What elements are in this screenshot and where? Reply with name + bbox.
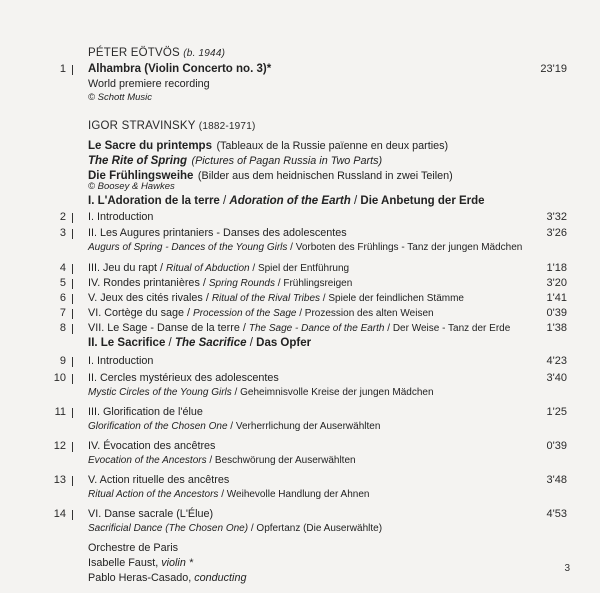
track-title-de: / Opfertanz (Die Auserwählte) xyxy=(248,523,383,534)
credit-soloist xyxy=(88,557,193,569)
track-title-en: Mystic Circles of the Young Girls xyxy=(88,387,232,398)
track-title-de: / Frühlingsreigen xyxy=(275,278,353,289)
track-separator xyxy=(72,279,73,289)
track-translations xyxy=(88,455,356,466)
track-title-en: Ritual of the Rival Tribes xyxy=(211,293,321,304)
track-title-fr: III. Jeu du rapt / xyxy=(88,262,167,274)
track-duration: 0'39 xyxy=(546,440,567,452)
track-title xyxy=(88,277,352,289)
part-title-de: Die Anbetung der Erde xyxy=(360,195,485,207)
track-separator xyxy=(72,510,73,520)
track-duration: 23'19 xyxy=(540,63,567,75)
soloist-name: Isabelle Faust, xyxy=(88,557,162,569)
track-title-en: The Sage - Dance of the Earth xyxy=(248,323,385,334)
track-number: 4 xyxy=(59,262,66,274)
track-number: 9 xyxy=(59,355,66,367)
track-duration: 3'32 xyxy=(546,211,567,223)
track-title xyxy=(88,292,464,304)
track-separator xyxy=(72,294,73,304)
track-title-de: / Spiele der feindlichen Stämme xyxy=(320,293,464,304)
track-title: V. Action rituelle des ancêtres xyxy=(88,474,230,486)
track-title-de: / Vorboten des Frühlings - Tanz der jungen Mädchen xyxy=(287,242,523,253)
track-number: 13 xyxy=(53,474,66,486)
track-number: 3 xyxy=(59,227,66,239)
track-number: 2 xyxy=(59,211,66,223)
credit-orchestra: Orchestre de Paris xyxy=(88,542,179,554)
track-duration: 4'23 xyxy=(546,355,567,367)
track-row xyxy=(0,211,600,225)
track-number: 10 xyxy=(53,372,66,384)
track-number: 5 xyxy=(59,277,66,289)
track-title-de: / Beschwörung der Auserwählten xyxy=(206,455,356,466)
track-row xyxy=(0,262,600,276)
track-separator xyxy=(72,65,73,75)
track-duration: 0'39 xyxy=(546,307,567,319)
track-row xyxy=(0,322,600,336)
track-separator xyxy=(72,442,73,452)
track-row xyxy=(0,63,600,77)
track-duration: 3'48 xyxy=(546,474,567,486)
publisher-credit: © Schott Music xyxy=(88,92,153,103)
track-translations xyxy=(88,387,434,398)
track-title-fr: IV. Rondes printanières / xyxy=(88,277,209,289)
track-title xyxy=(88,307,434,319)
track-row xyxy=(0,227,600,241)
publisher-credit: © Boosey & Hawkes xyxy=(88,181,175,192)
track-title: IV. Évocation des ancêtres xyxy=(88,440,216,452)
track-number: 7 xyxy=(59,307,66,319)
track-row xyxy=(0,474,600,488)
work-subtitle: (Bilder aus dem heidnischen Russland in zwei Teilen) xyxy=(197,170,453,182)
composer-eotvos xyxy=(88,47,225,59)
track-row xyxy=(0,355,600,369)
soloist-role: violin * xyxy=(161,557,194,569)
track-title-en: Glorification of the Chosen One xyxy=(88,421,228,432)
track-row xyxy=(0,406,600,420)
track-title-fr: VI. Cortège du sage / xyxy=(88,307,194,319)
part-title-fr: I. L'Adoration de la terre xyxy=(88,195,220,207)
track-translations xyxy=(88,523,382,534)
composer-stravinsky xyxy=(88,120,255,132)
conductor-role: conducting xyxy=(194,572,247,584)
part-title-en: Adoration of the Earth xyxy=(229,195,351,207)
track-title-en: Procession of the Sage xyxy=(193,308,297,319)
work-subtitle: (Tableaux de la Russie païenne en deux parties) xyxy=(216,140,449,152)
track-title: VI. Danse sacrale (L'Élue) xyxy=(88,508,214,520)
work-title: The Rite of Spring xyxy=(88,155,188,167)
part-separator: / xyxy=(165,337,175,349)
track-title-de: / Spiel der Entführung xyxy=(249,263,350,274)
track-duration: 4'53 xyxy=(546,508,567,520)
part-title-de: Das Opfer xyxy=(256,337,312,349)
track-number: 14 xyxy=(53,508,66,520)
page-number: 3 xyxy=(564,563,570,574)
track-duration: 1'18 xyxy=(546,262,567,274)
track-title-de: / Geheimnisvolle Kreise der jungen Mädchen xyxy=(231,387,434,398)
track-row xyxy=(0,372,600,386)
track-title-de: / Der Weise - Tanz der Erde xyxy=(384,323,511,334)
track-number: 8 xyxy=(59,322,66,334)
track-title-de: / Weihevolle Handlung der Ahnen xyxy=(218,489,370,500)
credit-conductor xyxy=(88,572,246,584)
part-heading-1 xyxy=(88,195,485,207)
track-separator xyxy=(72,324,73,334)
part-separator: / xyxy=(246,337,257,349)
track-title-en: Evocation of the Ancestors xyxy=(88,455,207,466)
track-title: III. Glorification de l'élue xyxy=(88,406,203,418)
part-separator: / xyxy=(219,195,230,207)
composer-name: PÉTER EÖTVÖS xyxy=(88,47,180,59)
track-title: I. Introduction xyxy=(88,355,154,367)
track-separator xyxy=(72,229,73,239)
track-title-fr: VII. Le Sage - Danse de la terre / xyxy=(88,322,249,334)
track-separator xyxy=(72,476,73,486)
part-title-fr: II. Le Sacrifice xyxy=(88,337,166,349)
track-title-en: Sacrificial Dance (The Chosen One) xyxy=(88,523,249,534)
track-duration: 1'41 xyxy=(546,292,567,304)
track-number: 6 xyxy=(59,292,66,304)
track-title: I. Introduction xyxy=(88,211,154,223)
track-duration: 1'38 xyxy=(546,322,567,334)
track-title xyxy=(88,322,510,334)
track-row xyxy=(0,292,600,306)
track-title-de: / Prozession des alten Weisen xyxy=(296,308,434,319)
work-title: Le Sacre du printemps xyxy=(88,140,212,152)
track-title-en: Ritual of Abduction xyxy=(166,263,250,274)
track-separator xyxy=(72,357,73,367)
composer-dates: (b. 1944) xyxy=(183,48,226,59)
track-separator xyxy=(72,374,73,384)
track-title: Alhambra (Violin Concerto no. 3)* xyxy=(88,63,272,75)
track-duration: 3'40 xyxy=(546,372,567,384)
track-number: 11 xyxy=(54,406,66,418)
track-separator xyxy=(72,213,73,223)
track-duration: 3'26 xyxy=(546,227,567,239)
track-title: II. Cercles mystérieux des adolescentes xyxy=(88,372,279,384)
track-translations xyxy=(88,242,522,253)
work-subtitle: (Pictures of Pagan Russia in Two Parts) xyxy=(191,155,383,167)
part-separator: / xyxy=(350,195,361,207)
track-separator xyxy=(72,309,73,319)
track-separator xyxy=(72,408,73,418)
conductor-name: Pablo Heras-Casado, xyxy=(88,572,195,584)
track-title xyxy=(88,262,349,274)
composer-name: IGOR STRAVINSKY xyxy=(88,120,196,132)
composer-dates: (1882-1971) xyxy=(198,121,256,132)
track-row xyxy=(0,307,600,321)
track-row xyxy=(0,440,600,454)
track-title: II. Les Augures printaniers - Danses des adolescentes xyxy=(88,227,347,239)
track-number: 12 xyxy=(53,440,66,452)
track-title-en: Ritual Action of the Ancestors xyxy=(88,489,219,500)
track-title-fr: V. Jeux des cités rivales / xyxy=(88,292,212,304)
part-heading-2 xyxy=(88,337,311,349)
track-title-en: Augurs of Spring - Dances of the Young Girls xyxy=(88,242,288,253)
track-number: 1 xyxy=(59,63,66,75)
track-duration: 1'25 xyxy=(546,406,567,418)
track-row xyxy=(0,508,600,522)
track-translations xyxy=(88,421,380,432)
track-row xyxy=(0,277,600,291)
track-duration: 3'20 xyxy=(546,277,567,289)
track-separator xyxy=(72,264,73,274)
track-translations xyxy=(88,489,369,500)
track-title-en: Spring Rounds xyxy=(208,278,275,289)
part-title-en: The Sacrifice xyxy=(174,337,247,349)
recording-note: World premiere recording xyxy=(88,78,210,90)
track-title-de: / Verherrlichung der Auserwählten xyxy=(227,421,381,432)
work-title: Die Frühlingsweihe xyxy=(88,170,194,182)
